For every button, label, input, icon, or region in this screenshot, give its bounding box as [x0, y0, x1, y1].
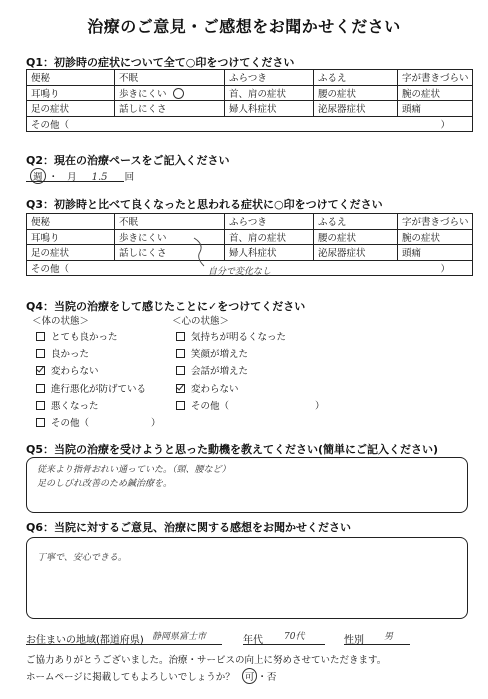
q4-body-item[interactable]: [36, 415, 161, 432]
age-label: 年代: [243, 635, 263, 646]
age-value[interactable]: 70代: [284, 632, 305, 642]
publish-question: ホームページに掲載してもよろしいでしょうか？: [26, 672, 235, 683]
handwritten-bracket-mark: [190, 236, 214, 272]
q1-heading: Q1：初診時の症状について全て○印をつけてください: [26, 56, 295, 69]
q1-cell-circled[interactable]: [115, 85, 225, 101]
q4-mind-item[interactable]: [176, 381, 325, 398]
q4-mind-close-paren: ）: [315, 400, 325, 412]
q1-cell[interactable]: 話しにくさ: [115, 101, 225, 117]
checkbox[interactable]: [176, 332, 185, 341]
table-row: [27, 70, 473, 86]
q3-cell[interactable]: ふるえ: [314, 214, 398, 230]
q3-heading: Q3：初診時と比べて良くなったと思われる症状に○印をつけてください: [26, 198, 383, 211]
q4-body-item-label: 変わらない: [51, 366, 99, 378]
q4-body-item-label: 良かった: [51, 349, 90, 361]
q3-cell[interactable]: 話しにくさ: [115, 245, 225, 261]
q4-mind-item[interactable]: [176, 398, 325, 415]
q1-cell[interactable]: 足の症状: [27, 101, 115, 117]
residence-value[interactable]: 静岡県富士市: [152, 632, 207, 642]
q4-mind-title: ＜心の状態＞: [172, 316, 230, 327]
thanks-text: ご協力ありがとうございました。治療・サービスの向上に努めさせていただきます。: [26, 655, 387, 666]
gender-underline: [344, 644, 410, 645]
table-row: [27, 245, 473, 261]
q1-cell[interactable]: 耳鳴り: [27, 85, 115, 101]
table-row: [27, 214, 473, 230]
residence-underline: [26, 644, 222, 645]
q4-body-item[interactable]: [36, 381, 161, 398]
table-row: [27, 229, 473, 245]
publish-no[interactable]: 否: [266, 672, 277, 683]
checkbox-checked[interactable]: [36, 366, 45, 375]
q1-cell[interactable]: 腰の症状: [314, 85, 398, 101]
q1-cell[interactable]: 不眠: [115, 70, 225, 86]
q4-body-item[interactable]: [36, 346, 161, 363]
q4-mind-item-label: 笑顔が増えた: [191, 349, 249, 361]
q2-month: 月: [67, 172, 77, 183]
q2-times: 回: [124, 172, 135, 183]
q2-heading: Q2：現在の治療ペースをご記入ください: [26, 154, 230, 167]
q4-body-item-label: 進行悪化が防げている: [51, 383, 147, 395]
q4-body-list: [36, 329, 161, 432]
checkbox[interactable]: [36, 384, 45, 393]
q4-body-item-label: 悪くなった: [51, 400, 99, 412]
q6-answer: 丁寧で、安心できる。: [37, 553, 127, 563]
q1-symptom-table: [26, 69, 473, 132]
checkbox[interactable]: [36, 349, 45, 358]
q4-body-item[interactable]: [36, 363, 161, 380]
q3-cell[interactable]: 頭痛: [398, 245, 473, 261]
residence-label: お住まいの地域(都道府県): [26, 635, 144, 646]
q3-handwritten-note: 自分で変化なし: [208, 267, 272, 277]
q1-other-close: ）: [440, 119, 450, 131]
checkbox[interactable]: [36, 401, 45, 410]
checkbox-checked[interactable]: [176, 384, 185, 393]
q3-cell[interactable]: 腕の症状: [398, 229, 473, 245]
q4-body-item-label: とても良かった: [51, 332, 118, 343]
q5-answer-line2: 足のしびれ改善のため鍼治療を。: [37, 479, 173, 489]
publish-yes-circled[interactable]: 可: [242, 668, 258, 684]
q1-cell[interactable]: 頭痛: [398, 101, 473, 117]
q1-cell[interactable]: 腕の症状: [398, 85, 473, 101]
q2-count[interactable]: 1.5: [91, 172, 108, 183]
q4-heading: Q4：当院の治療をして感じたことに✓をつけてください: [26, 300, 306, 313]
q4-mind-item-label: 変わらない: [191, 383, 239, 395]
gender-label: 性別: [344, 635, 364, 646]
q4-mind-item[interactable]: [176, 363, 325, 380]
checkbox[interactable]: [36, 418, 45, 427]
q3-other-close: ）: [440, 263, 450, 275]
table-row: [27, 116, 473, 132]
q1-other-label: その他（: [31, 119, 70, 131]
q4-mind-item[interactable]: [176, 329, 325, 346]
q4-body-title: ＜体の状態＞: [32, 316, 90, 327]
q2-underline: [26, 181, 124, 182]
checkbox[interactable]: [176, 366, 185, 375]
q4-body-item-label: その他（: [51, 418, 90, 430]
q3-cell[interactable]: 婦人科症状: [225, 245, 314, 261]
q4-body-item[interactable]: [36, 398, 161, 415]
q1-cell[interactable]: 便秘: [27, 70, 115, 86]
q3-cell[interactable]: 足の症状: [27, 245, 115, 261]
page-title: 治療のご意見・ご感想をお聞かせください: [87, 17, 401, 36]
q3-cell[interactable]: 首、肩の症状: [225, 229, 314, 245]
age-underline: [243, 644, 325, 645]
q6-heading: Q6：当院に対するご意見、治療に関する感想をお聞かせください: [26, 521, 352, 534]
table-row: [27, 101, 473, 117]
q1-cell[interactable]: ふらつき: [225, 70, 314, 86]
handwritten-circle-mark: [173, 88, 184, 99]
q1-cell[interactable]: ふるえ: [314, 70, 398, 86]
q3-cell[interactable]: 歩きにくい: [115, 229, 225, 245]
checkbox[interactable]: [176, 349, 185, 358]
q1-cell[interactable]: 泌尿器症状: [314, 101, 398, 117]
q3-cell[interactable]: 耳鳴り: [27, 229, 115, 245]
q1-cell-label: 歩きにくい: [119, 88, 167, 100]
publish-dot: ・: [257, 672, 267, 683]
q4-body-close-paren: ）: [151, 418, 161, 430]
q4-mind-item-label: 会話が増えた: [191, 366, 249, 378]
q3-cell[interactable]: 腰の症状: [314, 229, 398, 245]
q1-cell[interactable]: 字が書きづらい: [398, 70, 473, 86]
q4-mind-item-label: 気持ちが明るくなった: [191, 332, 287, 343]
q3-cell[interactable]: 字が書きづらい: [398, 214, 473, 230]
q5-heading: Q5：当院の治療を受けようと思った動機を教えてください(簡単にご記入ください): [26, 443, 439, 456]
checkbox[interactable]: [176, 401, 185, 410]
q1-cell[interactable]: 婦人科症状: [225, 101, 314, 117]
q6-answer-box[interactable]: [26, 537, 468, 619]
q3-cell[interactable]: 泌尿器症状: [314, 245, 398, 261]
q4-mind-item-label: その他（: [191, 400, 230, 412]
checkbox[interactable]: [36, 332, 45, 341]
gender-value[interactable]: 男: [384, 632, 394, 642]
q2-sep: ・: [48, 172, 59, 183]
q3-cell[interactable]: 不眠: [115, 214, 225, 230]
q3-other-label: その他（: [31, 263, 70, 275]
table-row: [27, 85, 473, 101]
q5-answer-line1: 従来より指骨おれい通っていた。（頸、腰など）: [37, 465, 231, 475]
q4-mind-item[interactable]: [176, 346, 325, 363]
q4-mind-list: [176, 329, 325, 415]
q1-other-row[interactable]: [27, 116, 473, 132]
q5-answer-box[interactable]: [26, 457, 468, 513]
q3-cell[interactable]: ふらつき: [225, 214, 314, 230]
q4-body-item[interactable]: [36, 329, 161, 346]
q2-week-circled: 週: [30, 168, 46, 184]
q3-cell[interactable]: 便秘: [27, 214, 115, 230]
publish-line: [26, 668, 276, 684]
q1-cell[interactable]: 首、肩の症状: [225, 85, 314, 101]
